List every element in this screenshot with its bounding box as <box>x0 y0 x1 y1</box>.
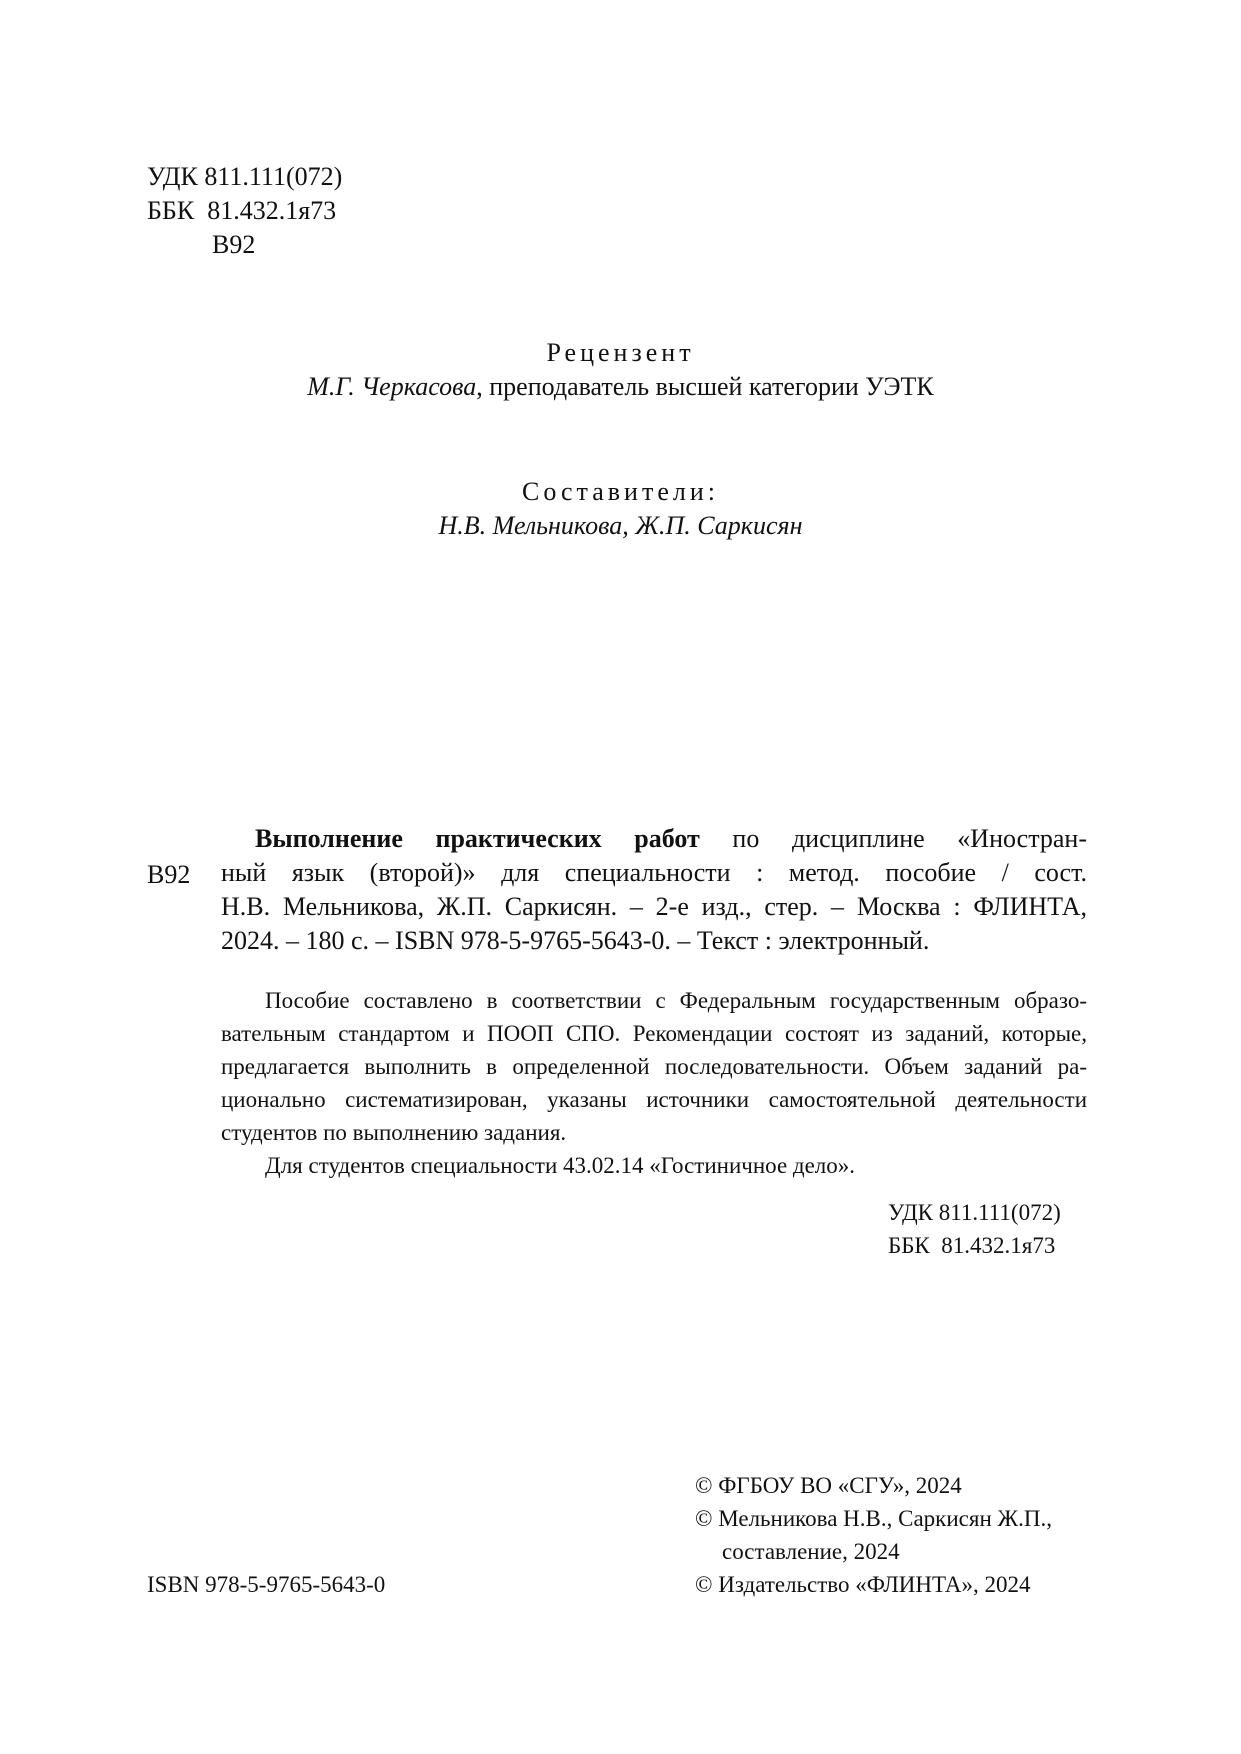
bibliographic-line-2: ный язык (второй)» для специальности : метод. пособие / сост. <box>221 858 1087 887</box>
book-title: Выполнение практических работ <box>255 824 700 853</box>
annotation-line-4: ционально систематизирован, указаны источники самостоятельной деятельности <box>221 1087 1087 1112</box>
reviewer-line <box>0 370 1241 404</box>
footer-bbk-code: ББК 81.432.1я73 <box>888 1233 1056 1258</box>
author-sign: В92 <box>212 230 256 259</box>
copyright-authors: © Мельникова Н.В., Саркисян Ж.П., <box>695 1506 1052 1531</box>
isbn: ISBN 978-5-9765-5643-0 <box>147 1572 386 1597</box>
compilers-heading: Составители: <box>522 477 719 506</box>
bibliographic-margin-code: В92 <box>147 860 191 889</box>
bibliographic-line-3: Н.В. Мельникова, Ж.П. Саркисян. – 2-е изд., стер. – Москва : ФЛИНТА, <box>221 892 1087 921</box>
reviewer-heading: Рецензент <box>546 338 695 367</box>
annotation-line-1: Пособие составлено в соответствии с Федеральным государственным образо- <box>265 988 1087 1013</box>
compilers-names: Н.В. Мельникова, Ж.П. Саркисян <box>438 511 803 540</box>
footer-udk-code: УДК 811.111(072) <box>888 1200 1061 1225</box>
bibliographic-line-1: Выполнение практических работ по дисциплине «Иностран- <box>255 824 1087 853</box>
copyright-authors-role: составление, 2024 <box>722 1539 900 1564</box>
reviewer-position: , преподаватель высшей категории УЭТК <box>476 372 934 401</box>
reviewer-name: М.Г. Черкасова <box>307 372 477 401</box>
bbk-code: ББК 81.432.1я73 <box>147 196 337 225</box>
bibliographic-record <box>221 822 1087 958</box>
udk-code: УДК 811.111(072) <box>147 162 343 191</box>
annotation-line-2: вательным стандартом и ПООП СПО. Рекомендации состоят из заданий, которые, <box>221 1021 1087 1046</box>
annotation <box>221 984 1087 1182</box>
copyright-university: © ФГБОУ ВО «СГУ», 2024 <box>695 1473 962 1498</box>
annotation-line-5: студентов по выполнению задания. <box>221 1120 567 1145</box>
annotation-line-3: предлагается выполнить в определенной последовательности. Объем заданий ра- <box>221 1054 1087 1079</box>
copyright-publisher: © Издательство «ФЛИНТА», 2024 <box>695 1572 1031 1597</box>
annotation-audience: Для студентов специальности 43.02.14 «Гостиничное дело». <box>265 1153 856 1178</box>
bibliographic-line-4: 2024. – 180 с. – ISBN 978-5-9765-5643-0. – Текст : электронный. <box>221 926 930 955</box>
